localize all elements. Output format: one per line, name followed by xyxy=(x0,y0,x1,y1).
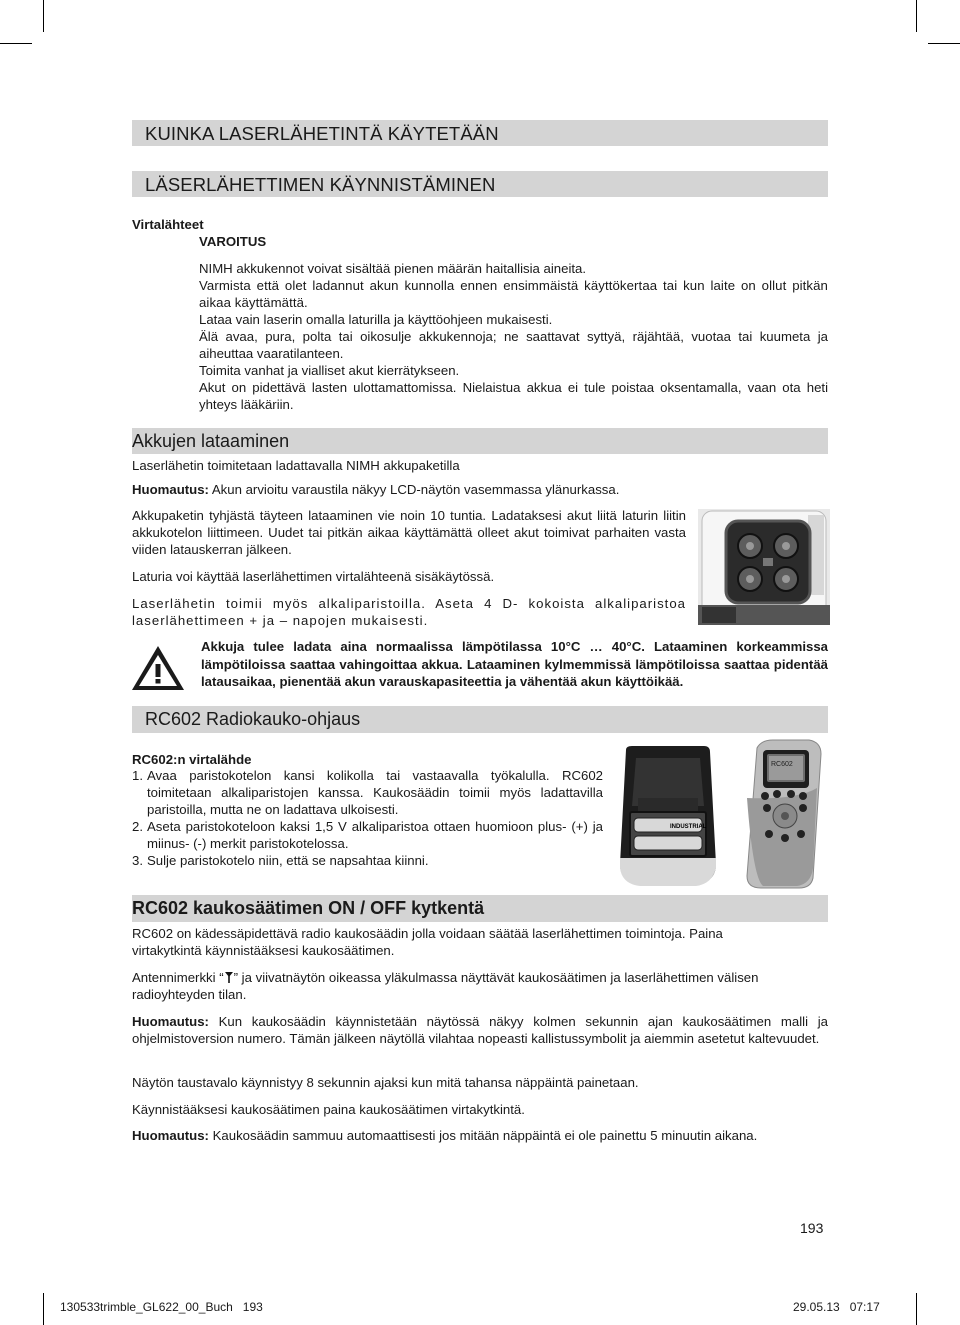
charging-time-text: Akkupaketin tyhjästä täyteen lataaminen vie noin 10 tuntia. Ladataksesi akut liitä laturin liitin akkukotelon liittimeen. Uudet tai pitkän aikaa käyttämättä olleet akut toimivat parhaiten vasta viiden latauskerran jälkeen. xyxy=(132,508,686,557)
battery-label: INDUSTRIAL xyxy=(670,824,707,830)
list-item: 1. Avaa paristokotelon kansi kolikolla tai vastaavalla työkalulla. RC602 toimitetaan alkaliparistojen kanssa. Kaukosäädin toimii myös ladattavilla paristoilla, mutta ne on ladattava ulkoisesti. xyxy=(132,768,603,817)
crop-mark xyxy=(0,43,32,44)
onoff-heading: RC602 kaukosäätimen ON / OFF kytkentä xyxy=(132,898,485,918)
warning-line: Älä avaa, pura, polta tai oikosulje akkukennoja; ne saattavat syttyä, räjähtää, vuotaa tai kuumeta ja aiheuttaa vaaratilanteen. xyxy=(199,329,828,361)
footer-right: 29.05.13 07:17 xyxy=(793,1300,880,1314)
warning-triangle-icon xyxy=(130,644,186,692)
charging-heading-bar xyxy=(132,428,828,454)
temperature-caution: Akkuja tulee ladata aina normaalissa lämpötilassa 10°C … 40°C. Lataaminen korkeammissa lämpötiloissa saattaa vahingoittaa akkua. Lataaminen kylmemmissä lämpötiloissa saattaa pidentää latausaikaa, pienentää akun varauskapasiteettia ja vähentää akun käyttöikää. xyxy=(201,639,828,689)
power-on-text: Käynnistääksesi kaukosäätimen paina kaukosäätimen virtakytkintä. xyxy=(132,1102,525,1117)
remote-model-label: RC602 xyxy=(771,761,793,768)
remote-control-image xyxy=(737,738,831,890)
onoff-intro: RC602 on kädessäpidettävä radio kaukosäädin jolla voidaan säätää laserlähettimen toimintoja. Paina virtakytkintä käynnistääksesi kaukosäätimen. xyxy=(132,926,723,958)
list-item: 2. Aseta paristokoteloon kaksi 1,5 V alkaliparistoa ottaen huomioon plus- (+) ja miinus- (-) merkit paristokotelossa. xyxy=(132,819,603,851)
crop-mark xyxy=(916,1293,917,1325)
warning-heading: VAROITUS xyxy=(199,234,267,249)
startup-note: Huomautus: Kun kaukosäädin käynnistetään näytössä näkyy kolmen sekunnin ajan kaukosäätimen malli ja ohjelmistoversion numero. Tämän jälkeen näytöllä vilahtaa nopeasti kallistussymbolit ja aiemmin asetetut kaltevuudet. xyxy=(132,1014,828,1046)
alkaline-text: Laserlähetin toimii myös alkaliparistoilla. Aseta 4 D- kokoista alkaliparistoa laserlähettimeen + ja – napojen mukaisesti. xyxy=(132,596,686,628)
note-label: Huomautus: xyxy=(132,482,209,497)
crop-mark xyxy=(928,43,960,44)
backlight-text: Näytön taustavalo käynnistyy 8 sekunnin ajaksi kun mitä tahansa näppäintä painetaan. xyxy=(132,1075,639,1090)
list-item: 3. Sulje paristokotelo niin, että se napsahtaa kiinni. xyxy=(132,853,429,868)
crop-mark xyxy=(916,0,917,32)
warning-line: Varmista että olet ladannut akun kunnolla ennen ensimmäistä käyttökertaa tai kun laite on ollut pitkän aikaa käyttämättä. xyxy=(199,278,828,310)
section-heading-start: LÄSERLÄHETTIMEN KÄYNNISTÄMINEN xyxy=(145,174,496,195)
warning-line: Lataa vain laserin omalla laturilla ja käyttöohjeen mukaisesti. xyxy=(199,312,553,327)
remote-battery-image xyxy=(612,746,724,888)
charger-text: Laturia voi käyttää laserlähettimen virtalähteenä sisäkäytössä. xyxy=(132,569,495,584)
antenna-icon xyxy=(224,970,234,982)
page-title: KUINKA LASERLÄHETINTÄ KÄYTETÄÄN xyxy=(145,123,499,144)
warning-list xyxy=(199,260,828,413)
warning-line: Toimita vanhat ja vialliset akut kierrätykseen. xyxy=(199,363,460,378)
warning-line: NIMH akkukennot voivat sisältää pienen määrän haitallisia aineita. xyxy=(199,261,587,276)
footer-left: 130533trimble_GL622_00_Buch 193 xyxy=(60,1300,263,1314)
auto-off-note: Huomautus: Kaukosäädin sammuu automaattisesti jos mitään näppäintä ei ole painettu 5 minuutin aikana. xyxy=(132,1128,758,1143)
crop-mark xyxy=(43,0,44,32)
power-sources-heading: Virtalähteet xyxy=(132,217,204,232)
warning-line: Akut on pidettävä lasten ulottamattomissa. Nielaistua akkua ei tule poistaa oksentamalla, vaan ota heti yhteys lääkäriin. xyxy=(199,380,828,412)
charging-heading: Akkujen lataaminen xyxy=(132,431,290,451)
crop-mark xyxy=(43,1293,44,1325)
page-number: 193 xyxy=(800,1220,824,1236)
start-heading-bar xyxy=(132,171,828,197)
battery-compartment-image xyxy=(698,509,830,625)
rc602-heading: RC602 Radiokauko-ohjaus xyxy=(145,709,361,729)
onoff-heading-bar xyxy=(132,895,828,922)
charging-note xyxy=(132,481,619,498)
rc602-steps xyxy=(132,767,603,869)
rc602-power-heading: RC602:n virtalähde xyxy=(132,752,252,767)
note-text: Akun arvioitu varaustila näkyy LCD-näytön vasemmassa ylänurkassa. xyxy=(208,482,620,497)
rc602-heading-bar xyxy=(132,706,828,733)
charging-intro: Laserlähetin toimitetaan ladattavalla NIMH akkupaketilla xyxy=(132,458,460,473)
main-heading-bar xyxy=(132,120,828,146)
antenna-text: Antennimerkki “ ” ja viivatnäytön oikeassa yläkulmassa näyttävät kaukosäätimen ja laserlähettimen välisen radioyhteyden tilan. xyxy=(132,970,759,1002)
